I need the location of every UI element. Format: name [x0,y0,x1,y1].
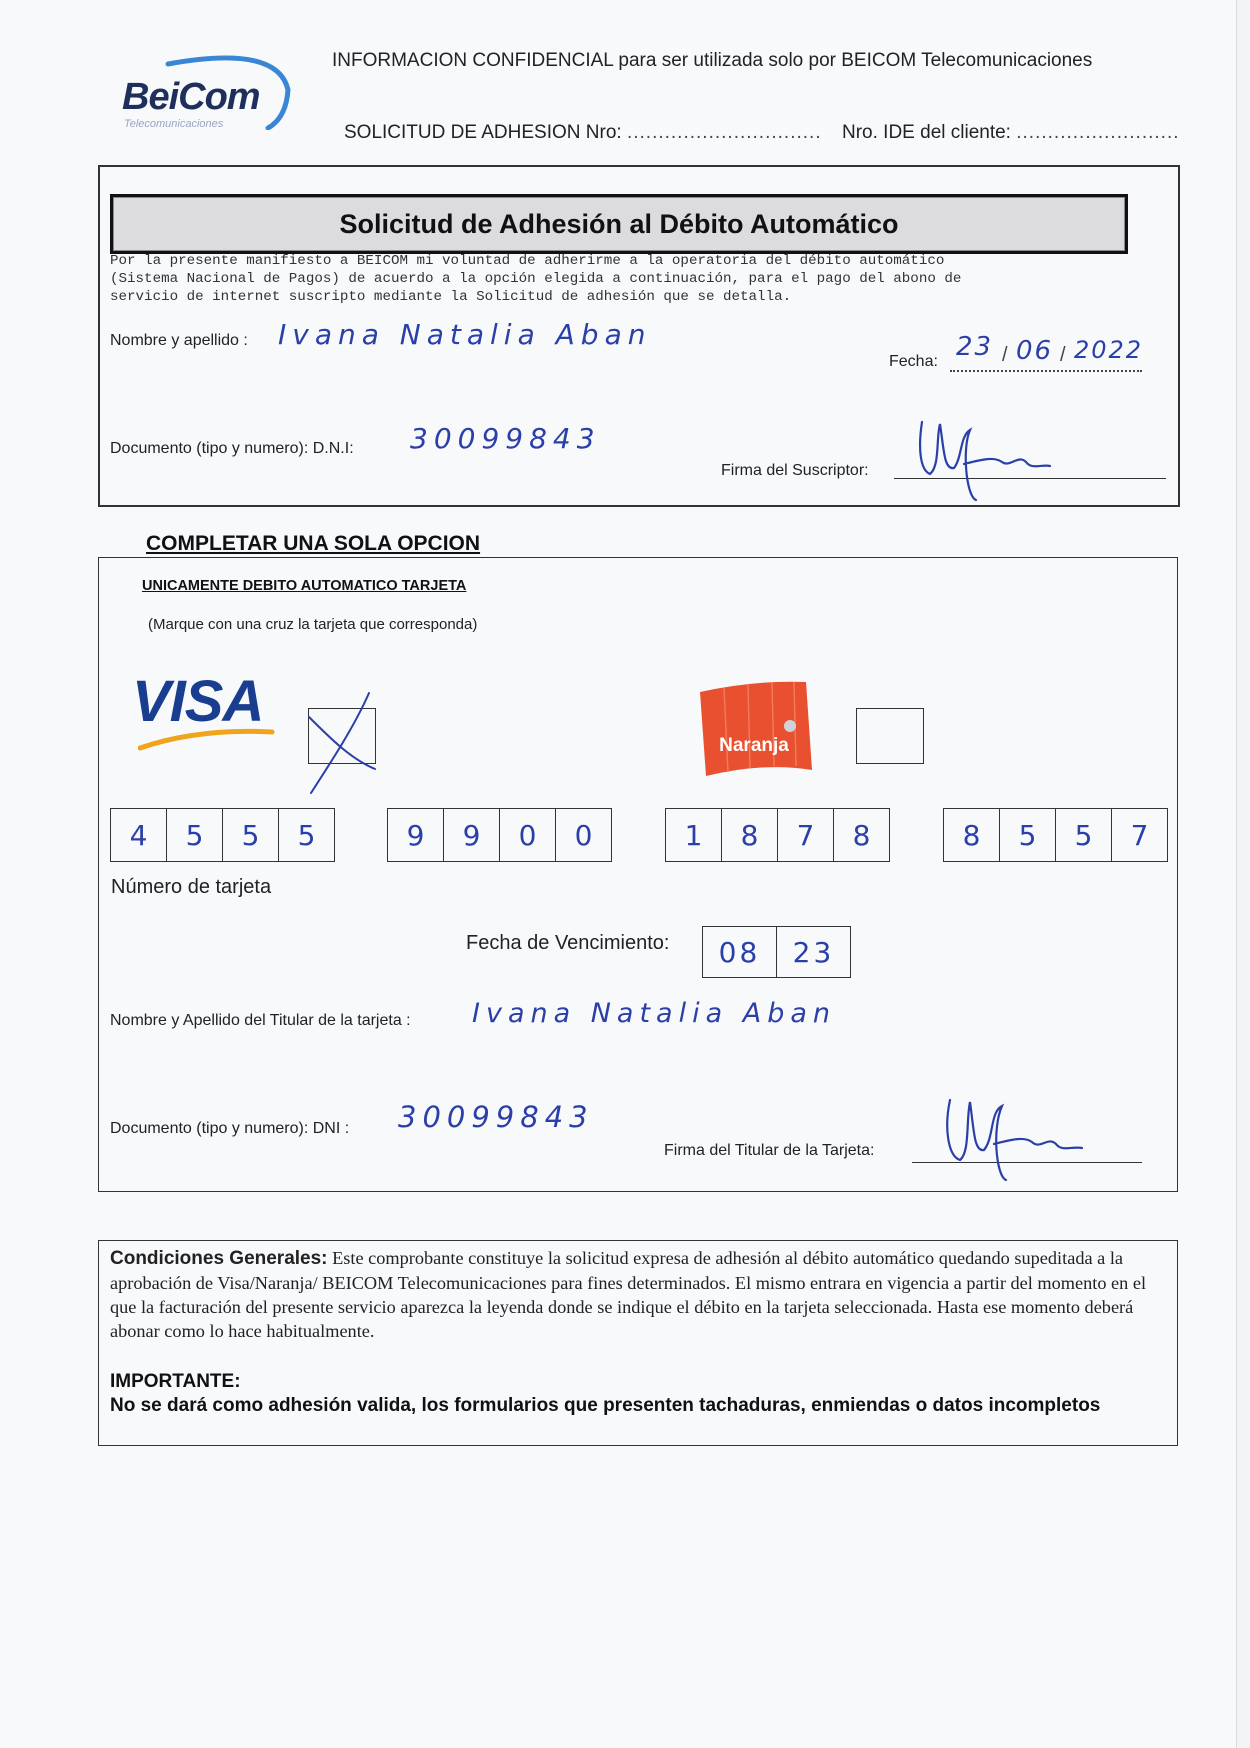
nombre-value[interactable]: Ivana Natalia Aban [278,318,652,351]
important-heading: IMPORTANTE: [110,1371,241,1392]
fecha-year: 2022 [1074,336,1144,364]
card-group-1[interactable] [110,808,335,862]
solicitud-number-field [344,122,822,144]
card-digit[interactable]: 1 [666,809,722,861]
visa-logo [132,668,263,735]
naranja-logo [694,678,814,778]
important-body: No se dará como adhesión valida, los formularios que presenten tachaduras, enmiendas o datos incompletos [110,1395,1101,1416]
fecha-month: 06 [1016,336,1054,366]
confidential-notice: INFORMACION CONFIDENCIAL para ser utilizada solo por BEICOM Telecomunicaciones [332,50,1093,71]
vencimiento-label: Fecha de Vencimiento: [466,932,670,954]
card-digit[interactable]: 0 [500,809,556,861]
documento-value[interactable]: 30099843 [410,422,601,455]
conditions-body: Este comprobante constituye la solicitud expresa de adhesión al débito automático quedando supeditada a la aprobación de Visa/Naranja/ BEICOM Telecomunicaciones para fines determinados. El mismo entrara en vigencia a partir del momento en el que la facturación del presente servicio aparezca la leyenda donde se indique el débito en la tarjeta seleccionada. Hasta ese momento deberá abonar como lo hace habitualmente. [110,1248,1147,1341]
vencimiento-field[interactable] [702,926,851,978]
card-digit[interactable]: 8 [722,809,778,861]
client-id-label: Nro. IDE del cliente: [842,122,1011,143]
card-digit[interactable]: 5 [167,809,223,861]
card-instruction: (Marque con una cruz la tarjeta que corresponda) [148,616,478,633]
card-digit[interactable]: 7 [778,809,834,861]
intro-text: Por la presente manifiesto a BEICOM mi voluntad de adherirme a la operatoria del débito automático (Sistema Nacional de Pagos) de acuerdo a la opción elegida a continuación, para el pago del abono de servicio de internet suscripto mediante la Solicitud de adhesión que se detalla. [110,253,962,305]
logo-subtitle: Telecomunicaciones [124,118,224,130]
card-digit[interactable]: 5 [297,818,316,852]
card-digit[interactable]: 8 [944,809,1000,861]
visa-wordmark: VISA [132,669,264,734]
card-group-2[interactable] [387,808,612,862]
documento-label: Documento (tipo y numero): D.N.I: [110,440,354,457]
card-digit[interactable]: 0 [574,818,593,852]
form-title: Solicitud de Adhesión al Débito Automático [110,194,1128,254]
fecha-day: 23 [956,332,994,362]
card-group-3[interactable] [665,808,890,862]
visa-checkbox[interactable] [308,708,376,764]
options-heading: COMPLETAR UNA SOLA OPCION [146,532,481,555]
card-digit[interactable]: 4 [111,809,167,861]
firma-titular-label: Firma del Titular de la Tarjeta: [664,1142,875,1159]
titular-value[interactable]: Ivana Natalia Aban [472,998,836,1029]
logo-wordmark: BeiCom [122,76,260,118]
solicitud-number-value: ............................... [626,122,822,143]
vencimiento-year[interactable]: 23 [792,935,835,969]
client-id-value: .......................... [1016,122,1180,143]
client-id-field [842,122,1180,144]
vencimiento-month[interactable]: 08 [703,927,777,977]
beicom-logo [118,50,298,135]
fecha-label: Fecha: [889,353,938,370]
titular-documento-value[interactable]: 30099843 [398,1100,594,1134]
naranja-card-icon [694,678,814,778]
card-digit[interactable]: 9 [388,809,444,861]
solicitud-number-label: SOLICITUD DE ADHESION Nro: [344,122,622,143]
visa-swoosh-icon [138,726,278,752]
naranja-wordmark: Naranja [719,735,789,756]
card-digit[interactable]: 5 [223,809,279,861]
titular-signature-icon [936,1082,1086,1182]
naranja-checkbox[interactable] [856,708,924,764]
fecha-field[interactable]: 23 / 06 / 2022 [950,338,1142,372]
conditions-heading: Condiciones Generales: [110,1248,328,1269]
important-notice [110,1370,1170,1418]
nombre-label: Nombre y apellido : [110,332,248,349]
conditions-text [110,1246,1170,1343]
subscriber-signature-icon [910,408,1060,504]
firma-suscriptor-label: Firma del Suscriptor: [721,462,869,479]
titular-label: Nombre y Apellido del Titular de la tarjeta : [110,1012,411,1029]
cross-mark-icon [301,689,391,799]
card-digit[interactable]: 7 [1130,818,1149,852]
titular-documento-label: Documento (tipo y numero): DNI : [110,1120,350,1137]
card-digit[interactable]: 8 [852,818,871,852]
card-digit[interactable]: 9 [444,809,500,861]
card-number-label: Número de tarjeta [111,876,272,898]
card-group-4[interactable] [943,808,1168,862]
card-digit[interactable]: 5 [1056,809,1112,861]
card-digit[interactable]: 5 [1000,809,1056,861]
card-subheading: UNICAMENTE DEBITO AUTOMATICO TARJETA [142,578,467,594]
